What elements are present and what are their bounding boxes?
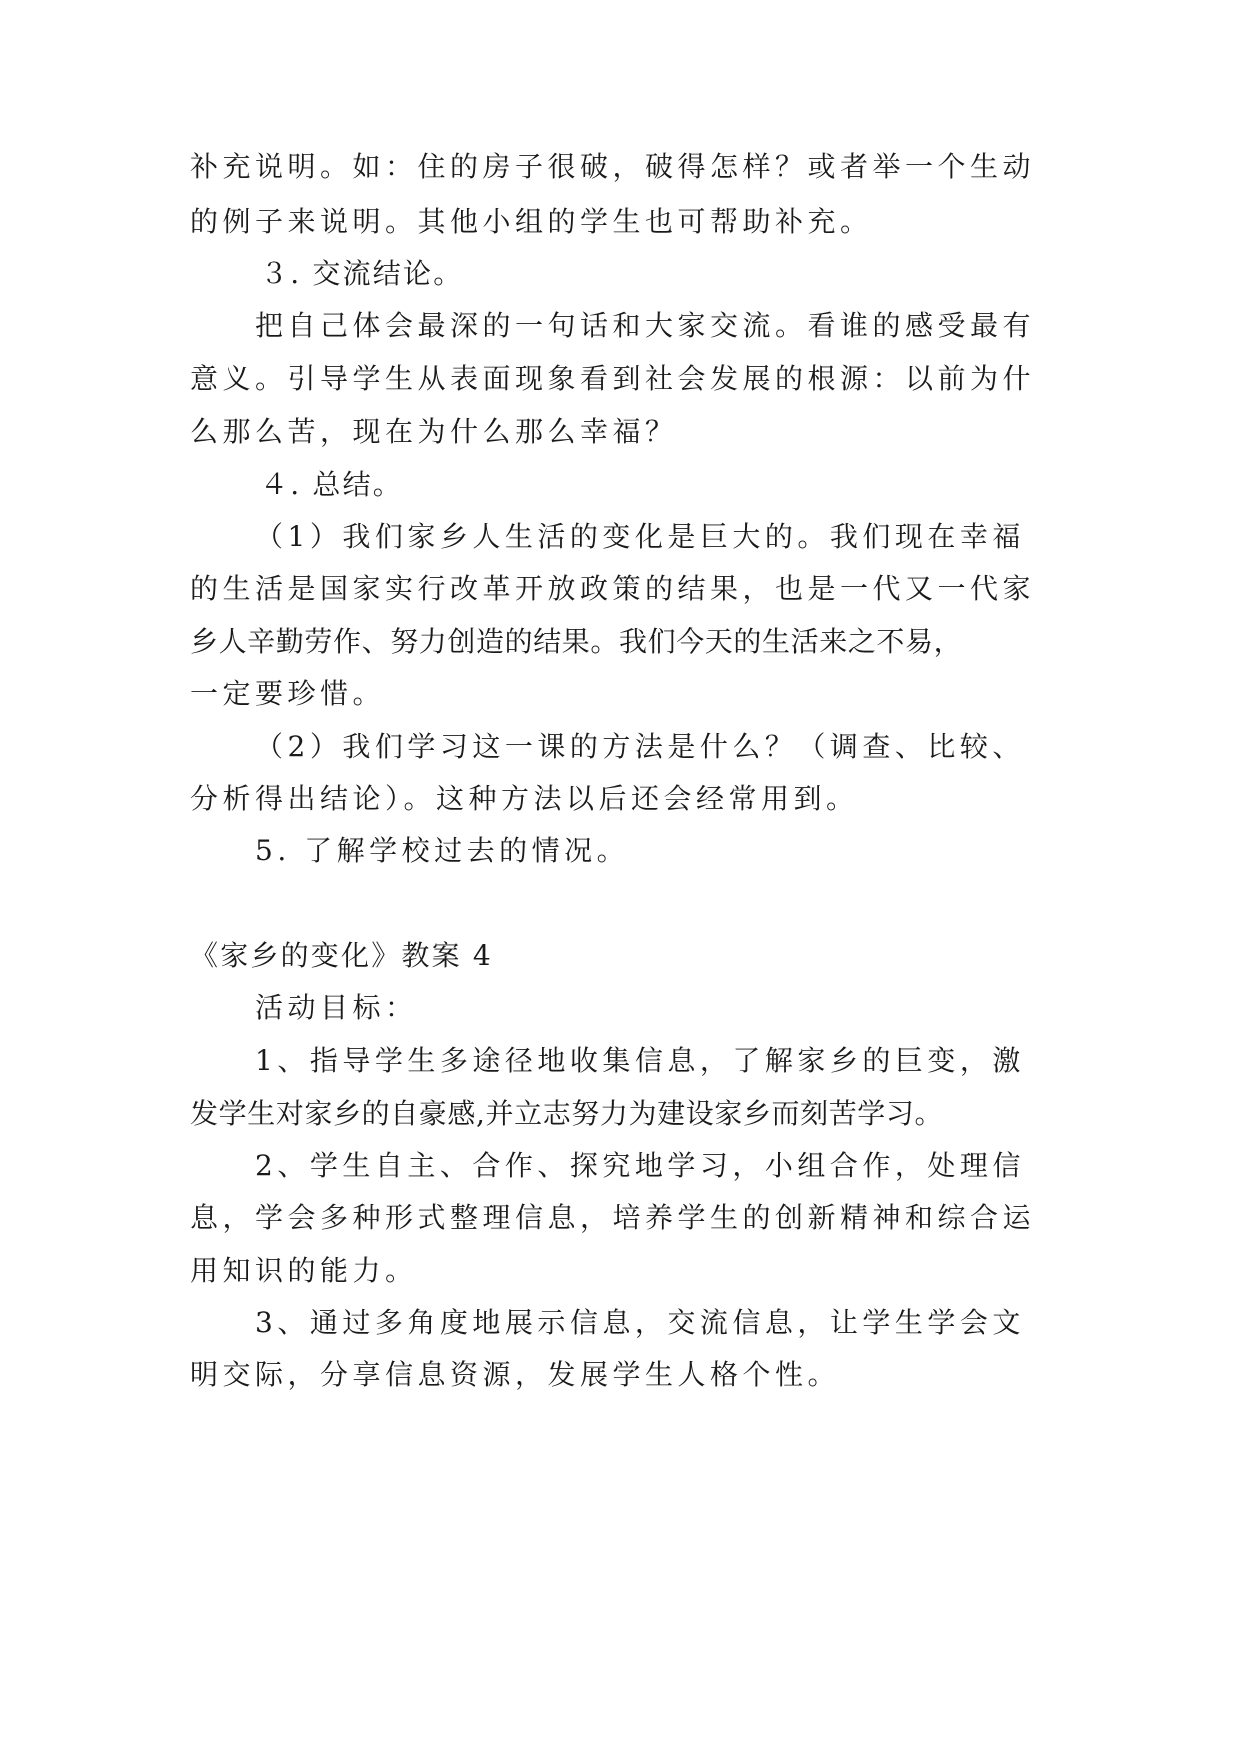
- paragraph-line: 乡人辛勤劳作、努力创造的结果。我们今天的生活来之不易，: [190, 625, 963, 658]
- paragraph-line: 1、指导学生多途径地收集信息，了解家乡的巨变，激: [255, 1044, 1025, 1077]
- paragraph-line: 息，学会多种形式整理信息，培养学生的创新精神和综合运: [190, 1201, 1036, 1234]
- paragraph-line: 么那么苦，现在为什么那么幸福？: [190, 415, 678, 448]
- paragraph-line: 2、学生自主、合作、探究地学习，小组合作，处理信: [255, 1149, 1025, 1182]
- paragraph-line: （2）我们学习这一课的方法是什么？（调查、比较、: [255, 730, 1025, 763]
- section-step-3: ３. 交流结论。: [260, 257, 464, 290]
- paragraph-line: 发学生对家乡的自豪感,并立志努力为建设家乡而刻苦学习。: [190, 1097, 944, 1130]
- paragraph-line: 明交际，分享信息资源，发展学生人格个性。: [190, 1358, 841, 1391]
- paragraph-line: 的生活是国家实行改革开放政策的结果，也是一代又一代家: [190, 572, 1036, 605]
- paragraph-line: 补充说明。如：住的房子很破，破得怎样？或者举一个生动: [190, 150, 1036, 183]
- paragraph-line: 分析得出结论）。这种方法以后还会经常用到。: [190, 782, 859, 815]
- section-step-5: 5. 了解学校过去的情况。: [255, 834, 630, 867]
- paragraph-line: 一定要珍惜。: [190, 677, 386, 710]
- lesson-plan-title: 《家乡的变化》教案 4: [190, 939, 493, 972]
- paragraph-line: （1）我们家乡人生活的变化是巨大的。我们现在幸福: [255, 520, 1025, 553]
- section-step-4: ４. 总结。: [260, 468, 404, 501]
- paragraph-line: 用知识的能力。: [190, 1254, 418, 1287]
- paragraph-line: 的例子来说明。其他小组的学生也可帮助补充。: [190, 205, 873, 238]
- paragraph-line: 意义。引导学生从表面现象看到社会发展的根源：以前为什: [190, 362, 1036, 395]
- activity-goals-heading: 活动目标：: [255, 991, 418, 1024]
- paragraph-line: 把自己体会最深的一句话和大家交流。看谁的感受最有: [255, 309, 1036, 342]
- paragraph-line: 3、通过多角度地展示信息，交流信息，让学生学会文: [255, 1306, 1025, 1339]
